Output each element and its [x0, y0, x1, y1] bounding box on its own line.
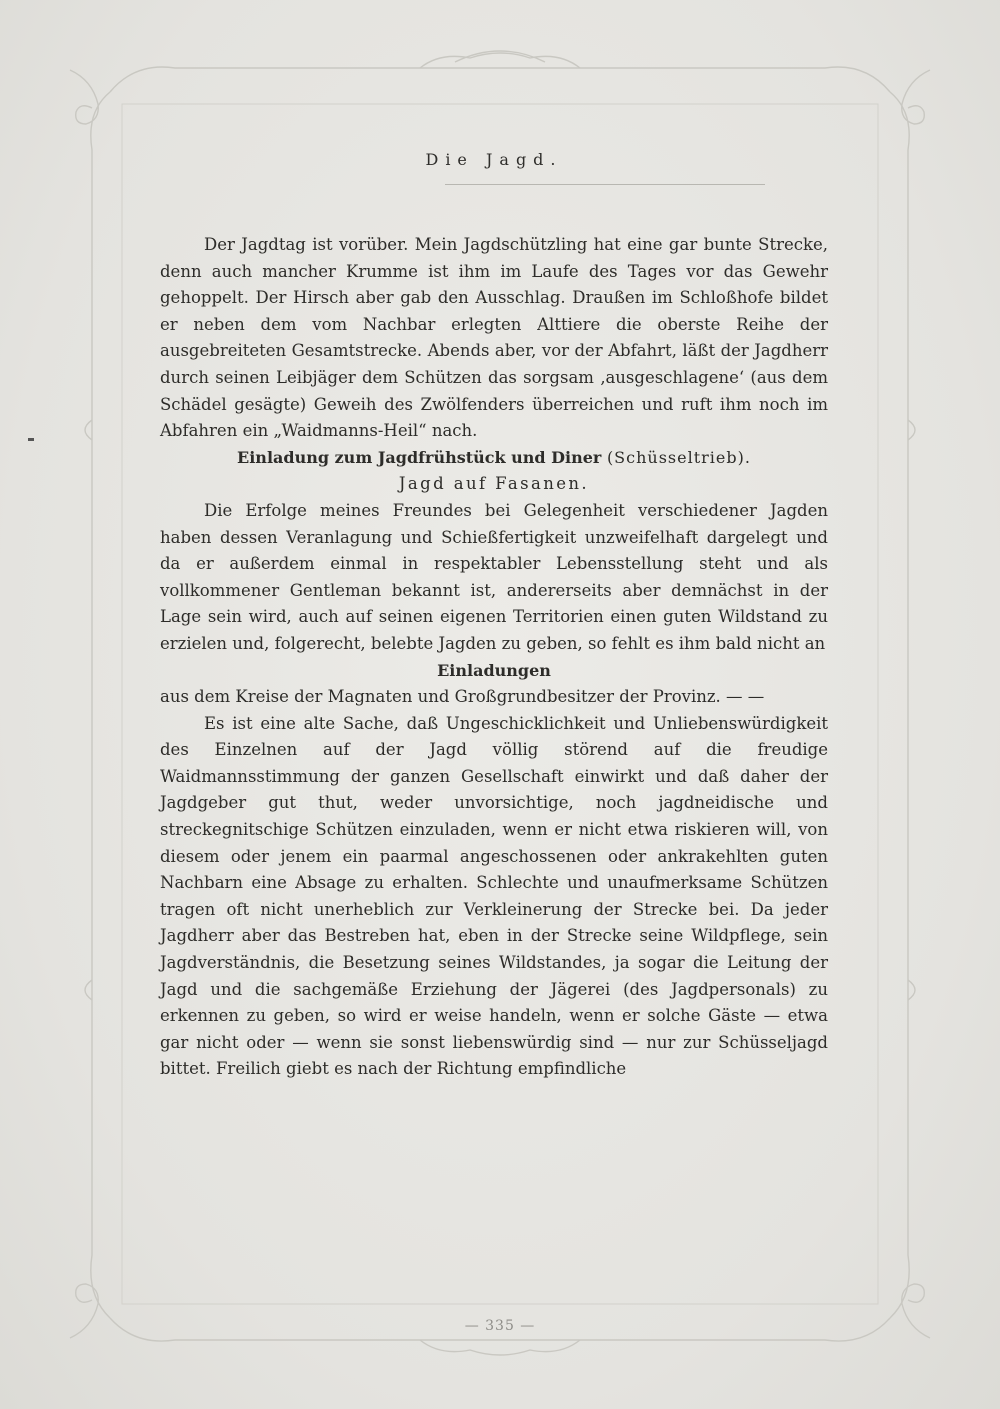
center-word: Einladungen — [437, 660, 551, 680]
margin-mark — [28, 438, 34, 441]
body-text — [160, 232, 828, 1083]
paragraph-3: aus dem Kreise der Magnaten und Großgrundbesitzer der Provinz. — — — [160, 687, 765, 707]
paragraph-2: Die Erfolge meines Freundes bei Gelegenheit verschiedener Jagden haben dessen Veranlagung und Schießfertigkeit unzweifelhaft dargelegt und da er außerdem einmal in respektabler Lebensstellung steht und als vollkommener Gentleman bekannt ist, andererseits aber demnächst in der Lage sein wird, auch auf seinen eigenen Territorien einen guten Wildstand zu erzielen und, folgerecht, belebte Jagden zu geben, so fehlt es ihm bald nicht an — [160, 500, 828, 653]
header-rule — [445, 184, 765, 185]
section-heading-tail: (Schüsseltrieb). — [606, 447, 751, 467]
running-title: Die Jagd. — [425, 150, 563, 169]
section-heading-bold: Einladung zum Jagdfrühstück und Diner — [237, 447, 602, 467]
paragraph-4: Es ist eine alte Sache, daß Ungeschicklichkeit und Unliebenswürdigkeit des Einzelnen auf der Jagd völlig störend auf die freudige Waidmannsstimmung der ganzen Gesellschaft einwirkt und daß daher der Jagdgeber gut thut, weder unvorsichtige, noch jagdneidische und streckegnitschige Schützen einzuladen, wenn er nicht etwa riskieren will, von diesem oder jenem ein paarmal angeschossenen oder ankrakehlten guten Nachbarn eine Absage zu erhalten. Schlechte und unaufmerksame Schützen tragen oft nicht unerheblich zur Verkleinerung der Strecke bei. Da jeder Jagdherr aber das Bestreben hat, eben in der Strecke seine Wildpflege, sein Jagdverständnis, die Besetzung seines Wildstandes, ja sogar die Leitung der Jagd und die sachgemäße Erziehung der Jägerei (des Jagdpersonals) zu erkennen zu geben, so wird er weise handeln, wenn er solche Gäste — etwa gar nicht oder — wenn sie sonst liebenswürdig sind — nur zur Schüsseljagd bittet. Freilich giebt es nach der Richtung empfindliche — [160, 713, 828, 1079]
section-heading — [160, 445, 828, 472]
paragraph-1: Der Jagdtag ist vorüber. Mein Jagdschützling hat eine gar bunte Strecke, denn auch mancher Krumme ist ihm im Laufe des Tages vor das Gewehr gehoppelt. Der Hirsch aber gab den Ausschlag. Draußen im Schloßhofe bildet er neben dem vom Nachbar erlegten Alttiere die oberste Reihe der ausgebreiteten Gesamtstrecke. Abends aber, vor der Abfahrt, läßt der Jagdherr durch seinen Leibjäger dem Schützen das sorgsam ‚ausgeschlagene‘ (aus dem Schädel gesägte) Geweih des Zwölfenders überreichen und ruft ihm noch im Abfahren ein „Waidmanns-Heil“ nach. — [160, 235, 828, 441]
page-number: — 335 — — [464, 1318, 536, 1334]
section-subheading: Jagd auf Fasanen. — [398, 474, 590, 494]
